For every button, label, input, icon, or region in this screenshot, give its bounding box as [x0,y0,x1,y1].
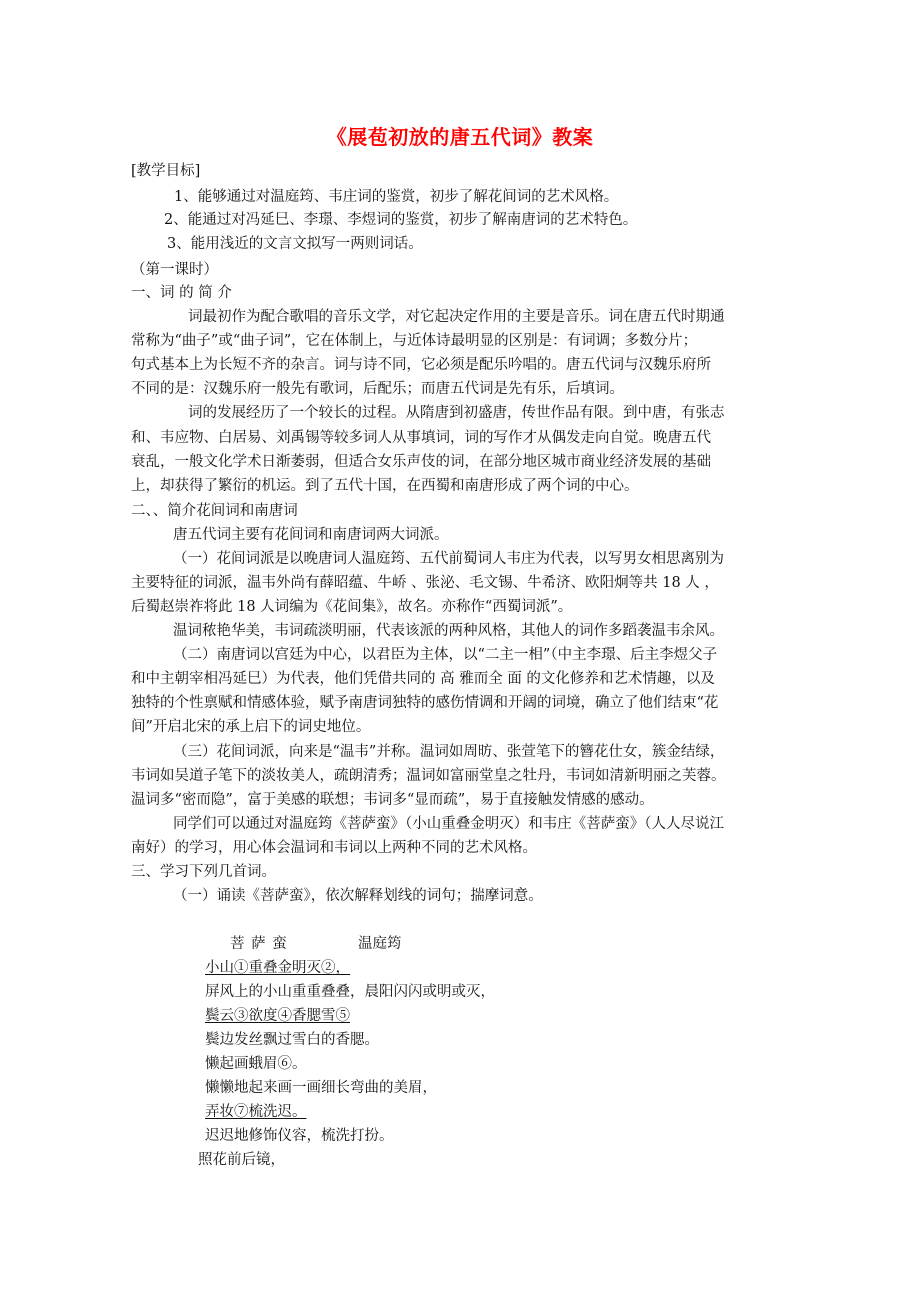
paragraph-line: 词的发展经历了一个较长的过程。从隋唐到初盛唐，传世作品有限。到中唐，有张志 [188,405,725,421]
paragraph-line: （三）花间词派，向来是“温韦”并称。温词如周昉、张萱笔下的簪花仕女，簇金结绿， [173,744,725,760]
objective-item: 1、能够通过对温庭筠、韦庄词的鉴赏，初步了解花间词的艺术风格。 [174,189,619,205]
paragraph-line: 南好）的学习，用心体会温词和韦词以上两种不同的艺术风格。 [131,840,537,856]
paragraph-line: 独特的个性禀赋和情感体验，赋予南唐词独特的感伤情调和开阔的词境，确立了他们结束“花 [131,695,719,711]
poem-line-underlined: 鬓云③欲度④香腮雪⑤ [205,1008,350,1024]
paragraph-line: 间”开启北宋的承上启下的词史地位。 [131,719,371,735]
objectives-heading: [教学目标] [131,163,201,179]
paragraph-line: 韦词如吴道子笔下的淡妆美人，疏朗清秀；温词如富丽堂皇之牡丹，韦词如清新明丽之芙蓉。 [131,768,726,784]
paragraph-line: （二）南唐词以宫廷为中心，以君臣为主体，以“二主一相”（中主李璟、后主李煜父子 [173,647,718,663]
poem-author: 温庭筠 [358,936,402,952]
paragraph-line: 衰乱，一般文化学术日渐萎弱，但适合女乐声伎的词，在部分地区城市商业经济发展的基础 [131,454,711,470]
poem-translation: 懒懒地起来画一画细长弯曲的美眉， [205,1080,437,1096]
document-title: 《展苞初放的唐五代词》教案 [326,125,594,149]
paragraph-line: 同学们可以通过对温庭筠《菩萨蛮》（小山重叠金明灭）和韦庄《菩萨蛮》（人人尽说江 [173,816,724,832]
poem-translation: 屏风上的小山重重叠叠，晨阳闪闪或明或灭， [205,984,495,1000]
paragraph-line: 温词多“密而隐”，富于美感的联想；韦词多“显而疏”，易于直接触发情感的感动。 [131,792,654,808]
poem-translation: 迟迟地修饰仪容，梳洗打扮。 [205,1128,394,1144]
paragraph-line: 后蜀赵崇祚将此 18 人词编为《花间集》，故名。亦称作“西蜀词派”。 [131,599,573,615]
objective-item: 3、能用浅近的文言文拟写一两则词话。 [167,236,423,252]
paragraph-line: 和中主朝宰相冯延巳）为代表，他们凭借共同的 高 雅而全 面 的文化修养和艺术情趣，以及 [131,671,715,687]
lesson-label: （第一课时） [131,262,218,278]
poem-line: 照花前后镜， [198,1152,285,1168]
poem-translation: 鬓边发丝飘过雪白的香腮。 [205,1032,379,1048]
objective-item: 2、能通过对冯延巳、李璟、李煜词的鉴赏，初步了解南唐词的艺术特色。 [164,212,638,228]
paragraph-line: 不同的是：汉魏乐府一般先有歌词，后配乐；而唐五代词是先有乐，后填词。 [131,381,624,397]
section-heading: 三、学习下列几首词。 [131,864,276,880]
paragraph-line: 句式基本上为长短不齐的杂言。词与诗不同，它必须是配乐吟唱的。唐五代词与汉魏乐府所 [131,357,711,373]
section-heading: 一、词 的 简 介 [131,285,232,301]
section-heading: 二、、简介花间词和南唐词 [131,503,298,519]
poem-line-underlined: 弄妆⑦梳洗迟。 [205,1104,307,1120]
paragraph-line: 上，却获得了繁衍的机运。到了五代十国，在西蜀和南唐形成了两个词的中心。 [131,478,639,494]
poem-title: 菩 萨 蛮 [230,936,288,952]
paragraph-line: （一）花间词派是以晚唐词人温庭筠、五代前蜀词人韦庄为代表，以写男女相思离别为 [173,551,724,567]
paragraph-line: 常称为“曲子”或“曲子词”，它在体制上，与近体诗最明显的区别是：有词调；多数分片； [131,333,698,349]
poem-line-underlined: 小山①重叠金明灭②， [205,960,350,976]
paragraph-line: 温词秾艳华美，韦词疏淡明丽，代表该派的两种风格，其他人的词作多蹈袭温韦余风。 [173,623,724,639]
paragraph-line: 和、韦应物、白居易、刘禹锡等较多词人从事填词，词的写作才从偶发走向自觉。晚唐五代 [131,430,711,446]
paragraph-line: 主要特征的词派，温韦外尚有薛昭蕴、牛峤 、张泌、毛文锡、牛希济、欧阳炯等共 18 人 ， [131,575,719,591]
paragraph-line: 唐五代词主要有花间词和南唐词两大词派。 [173,527,449,543]
paragraph-line: 词最初作为配合歌唱的音乐文学，对它起决定作用的主要是音乐。词在唐五代时期通 [188,309,725,325]
section-subheading: （一）诵读《菩萨蛮》，依次解释划线的词句；揣摩词意。 [173,888,543,904]
poem-line: 懒起画蛾眉⑥。 [205,1056,307,1072]
